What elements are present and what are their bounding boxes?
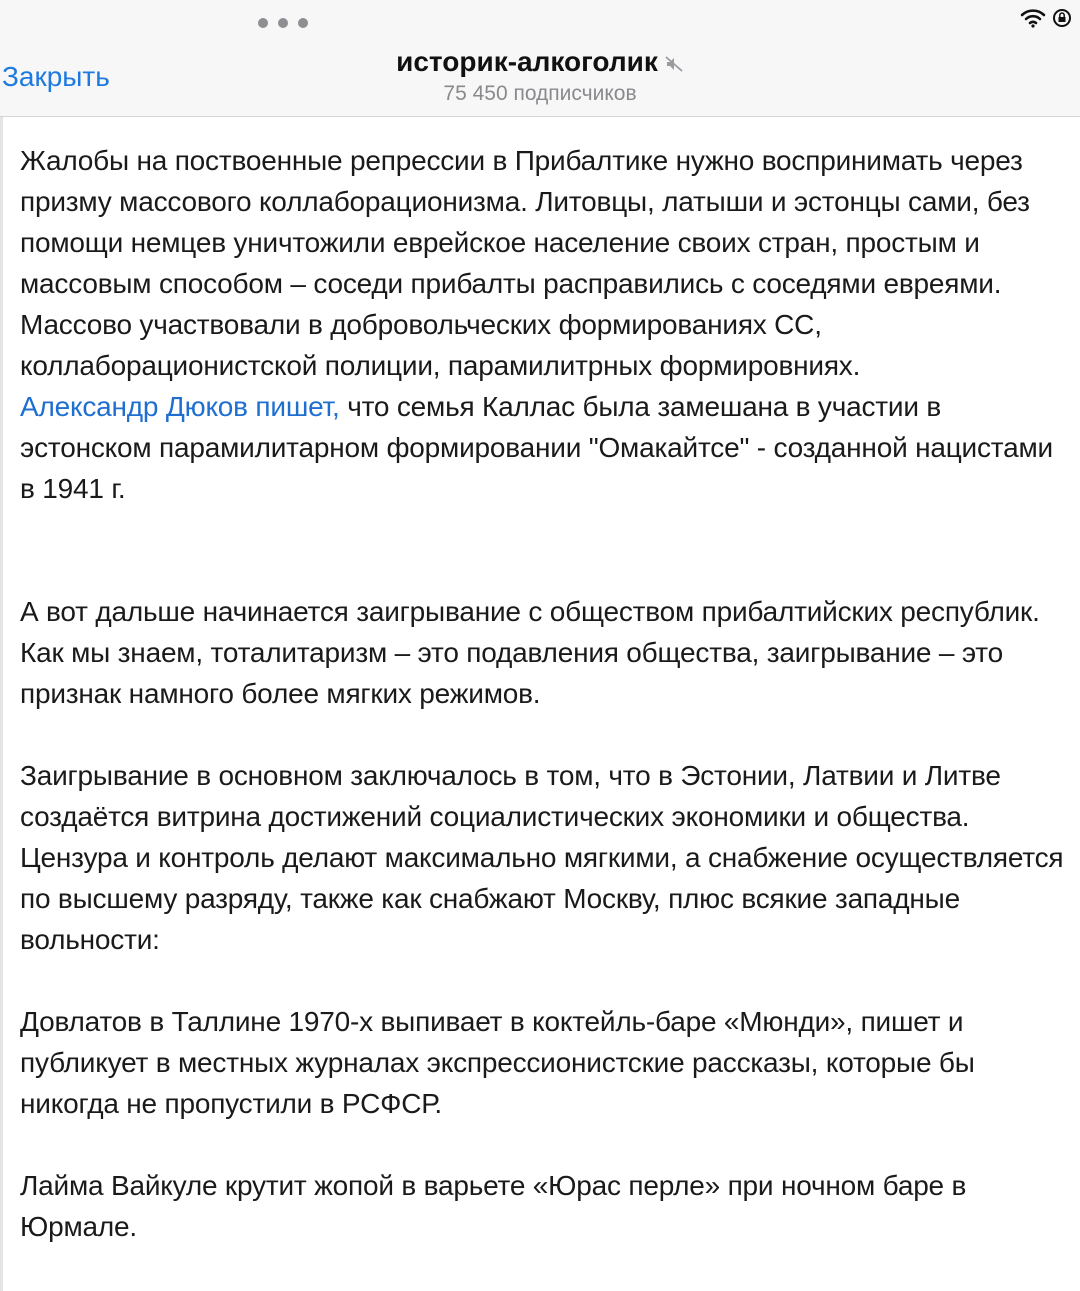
author-link[interactable]: Александр Дюков пишет, — [20, 391, 340, 422]
mute-icon — [664, 54, 684, 74]
spacer — [20, 714, 1072, 755]
channel-header — [0, 0, 1080, 117]
more-dots-icon[interactable] — [258, 18, 308, 28]
channel-title-text: историк-алкоголик — [396, 46, 658, 77]
channel-title[interactable] — [0, 44, 1080, 80]
post-text: что семья Каллас была замешана в участии в эстонском парамилитарном формировании "Омакайтсе" - созданной нацистами в 1941 г. — [20, 391, 1053, 504]
post-paragraph: А вот дальше начинается заигрывание с обществом прибалтийских республик. Как мы знаем, тоталитаризм – это подавления общества, заигрывание – это признак намного более мягких режимов. — [20, 596, 1040, 709]
close-button[interactable]: Закрыть — [2, 61, 110, 92]
spacer — [20, 509, 1072, 591]
post-paragraph: Заигрывание в основном заключалось в том, что в Эстонии, Латвии и Литве создаётся витрина достижений социалистических экономики и общества. Цензура и контроль делают максимально мягкими, а снабжение осуществляется по высшему разряду, также как снабжают Москву, плюс всякие западные вольности: — [20, 760, 1064, 955]
spacer — [20, 960, 1072, 1001]
post-paragraph: Довлатов в Таллине 1970-х выпивает в коктейль-баре «Мюнди», пишет и публикует в местных журналах экспрессионистские рассказы, которые бы никогда не пропустили в РСФСР. — [20, 1006, 975, 1119]
orientation-lock-icon — [1052, 8, 1072, 28]
subscriber-count: 75 450 подписчиков — [443, 82, 637, 105]
post-paragraph — [20, 386, 1072, 509]
post-paragraph: Лайма Вайкуле крутит жопой в варьете «Юрас перле» при ночном баре в Юрмале. — [20, 1170, 967, 1242]
post-paragraph: Жалобы на поствоенные репрессии в Прибалтике нужно воспринимать через призму массового коллаборационизма. Литовцы, латыши и эстонцы сами, без помощи немцев уничтожили еврейское население своих стран, простым и массовым способом – соседи прибалты расправились с соседями евреями. Массово участвовали в добровольческих формированиях СС, коллаборационистской полиции, парамилитрных формировниях. — [20, 145, 1030, 381]
divider — [0, 117, 3, 1291]
status-bar — [1020, 8, 1072, 28]
spacer — [20, 1124, 1072, 1165]
wifi-icon — [1020, 8, 1046, 28]
post-content — [20, 140, 1072, 1247]
